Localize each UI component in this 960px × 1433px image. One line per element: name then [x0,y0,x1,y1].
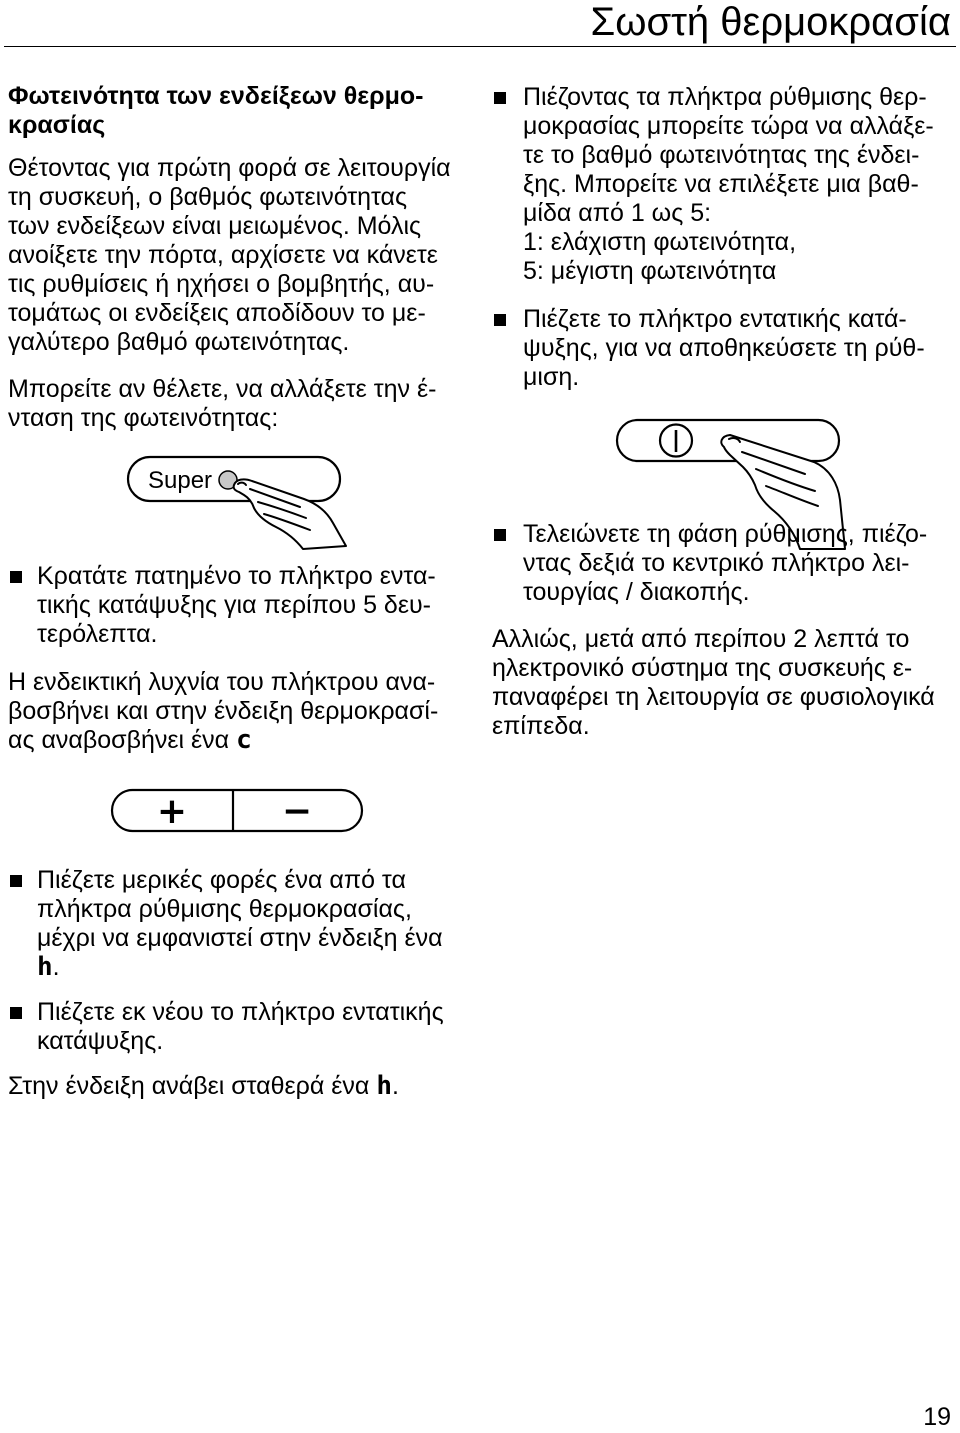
section-heading-text: Φωτεινότητα των ενδείξεων θερμο- κρασίας [8,82,424,139]
page-number: 19 [923,1403,951,1431]
step-save-body [494,305,925,392]
step-again-body [10,998,444,1056]
display-glyph-h: h [376,1071,393,1101]
steady-paragraph [8,1072,399,1101]
square-bullet-icon [10,1007,22,1019]
super-button-label: Super [148,467,213,494]
minus-icon: − [281,791,313,832]
display-glyph-h: h [37,952,53,982]
square-bullet-icon [10,571,22,583]
steady-end: . [392,1072,399,1100]
temperature-buttons-outline [112,790,362,831]
intro-text: Θέτοντας για πρώτη φορά σε λειτουργία τη συσκευή, ο βαθμός φωτεινότητας των ενδείξεων είναι μειωμένος. Μόλις ανοίξετε την πόρτα, αρχίσετε να κάνετε τις ρυθμίσεις ή ηχήσει ο βομβητής, αυ- τομάτως οι ενδείξεις αποδίδουν το με- γαλύτερο βαθμό φωτεινότητας. [8,154,451,356]
temperature-buttons-illustration [105,783,370,838]
blink-paragraph [8,668,438,755]
step-adjust-text: Πιέζοντας τα πλήκτρα ρύθμισης θερ- μοκρασίας μπορείτε τώρα να αλλάξε- τε το βαθμό φωτεινότητας της ένδει- ξης. Μπορείτε να επιλέξετε μια βαθ- μίδα από 1 ως 5: 1: ελάχιστη φωτεινότητα, 5: μέγιστη φωτεινότητα [523,83,934,285]
square-bullet-icon [494,529,506,541]
step-hold-body [10,562,436,649]
blink-text: Η ενδεικτική λυχνία του πλήκτρου ανα- βοσβήνει και στην ένδειξη θερμοκρασί- ας αναβοσβήνει ένα [8,668,439,754]
step-save-item [494,305,925,392]
timeout-note-text: Αλλιώς, μετά από περίπου 2 λεπτά το ηλεκτρονικό σύστημα της συσκευής ε- παναφέρει τη λειτουργία σε φυσιολογικά επίπεδα. [492,625,935,740]
step-finish-body [494,520,927,607]
super-button-illustration [115,448,355,553]
intro-paragraph [8,154,451,357]
step-finish-item [494,520,927,607]
timeout-note-paragraph [492,625,935,741]
step-press-end: . [52,953,60,981]
step-hold-item [10,562,436,649]
step-again-text: Πιέζετε εκ νέου το πλήκτρο εντατικής κατάψυξης. [37,998,444,1055]
step-finish-text: Τελειώνετε τη φάση ρύθμισης, πιέζο- ντας δεξιά το κεντρικό πλήκτρο λει- τουργίας / διακοπής. [523,520,928,606]
change-intensity-paragraph [8,375,436,433]
step-hold-text: Κρατάτε πατημένο το πλήκτρο εντα- τικής κατάψυξης για περίπου 5 δευ- τερόλεπτα. [37,562,436,648]
display-glyph-c: c [236,725,252,755]
step-press-last-line [37,953,443,982]
step-press-text: Πιέζετε μερικές φορές ένα από τα πλήκτρα ρύθμισης θερμοκρασίας, μέχρι να εμφανιστεί στην ένδειξη ένα [37,866,443,952]
plus-icon: + [156,791,188,832]
section-heading [8,82,423,140]
change-intensity-text: Μπορείτε αν θέλετε, να αλλάξετε την έ- νταση της φωτεινότητας: [8,375,437,432]
step-adjust-body [494,83,934,286]
step-adjust-item [494,83,934,286]
step-again-item [10,998,444,1056]
step-press-item [10,866,443,982]
steady-text: Στην ένδειξη ανάβει σταθερά ένα [8,1072,370,1100]
step-press-body [10,866,443,982]
square-bullet-icon [10,875,22,887]
square-bullet-icon [494,314,506,326]
header-rule [4,46,956,47]
step-save-text: Πιέζετε το πλήκτρο εντατικής κατά- ψυξης, για να αποθηκεύσετε τη ρύθ- μιση. [523,305,925,391]
square-bullet-icon [494,92,506,104]
page-title: Σωστή θερμοκρασία [590,0,951,44]
